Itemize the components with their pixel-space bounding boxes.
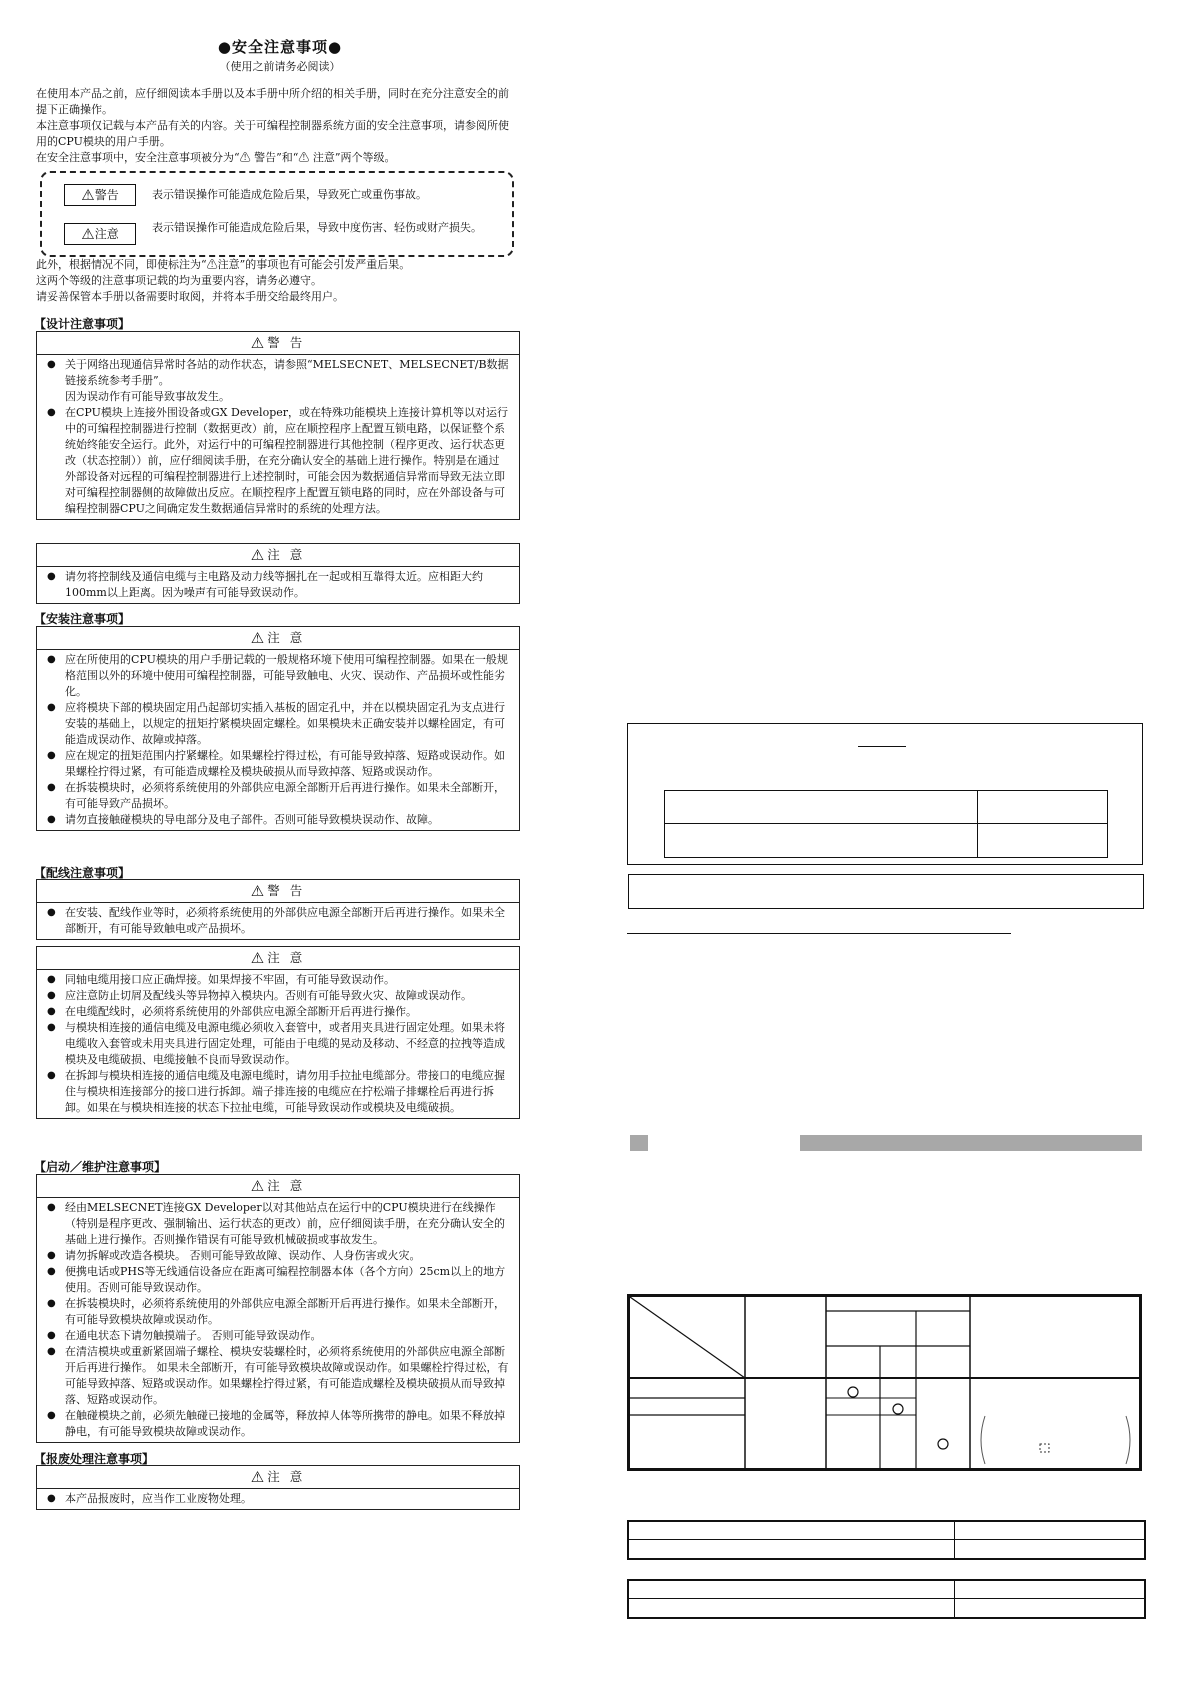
list-item: ● 在通电状态下请勿触摸端子。 否则可能导致误动作。	[65, 1328, 509, 1344]
caution-triangle-icon: ⚠	[250, 546, 268, 564]
design-warning-box	[36, 331, 520, 520]
intro-paragraph: 在使用本产品之前，应仔细阅读本手册以及本手册中所介绍的相关手册，同时在充分注意安全的前提下正确操作。	[36, 87, 509, 116]
warning-level-label: 警告	[94, 188, 119, 202]
warning-triangle-icon: ⚠	[250, 334, 268, 352]
box-header	[37, 544, 519, 567]
caution-level-label: 注意	[94, 227, 119, 241]
box-header-label: 警 告	[267, 335, 306, 350]
list-item: ● 在清洁模块或重新紧固端子螺栓、模块安装螺栓时，必须将系统使用的外部供应电源全部断开后再进行操作。 如果未全部断开，有可能导致模块故障或误动作。如果螺栓拧得过松，有可能导致掉落、短路或误动作。如果螺栓拧得过紧，有可能造成螺栓及模块破损从而导致掉落、短路或误动作。	[65, 1344, 509, 1408]
list-item: ● 应将模块下部的模块固定用凸起部切实插入基板的固定孔中，并在以模块固定孔为支点进行安装的基础上，以规定的扭矩拧紧模块固定螺栓。如果模块未正确安装并以螺栓固定，有可能造成误动作、故障或掉落。	[65, 700, 509, 748]
list-item: ● 在拆装模块时，必须将系统使用的外部供应电源全部断开后再进行操作。如果未全部断开，有可能导致模块故障或误动作。	[65, 1296, 509, 1328]
list-item: ● 请勿拆解或改造各模块。 否则可能导致故障、误动作、人身伤害或火灾。	[65, 1248, 509, 1264]
box-header-label: 警 告	[267, 883, 306, 898]
after-paragraph: 这两个等级的注意事项记载的均为重要内容，请务必遵守。	[36, 274, 322, 287]
list-item: ● 在拆卸与模块相连接的通信电缆及电源电缆时，请勿用手拉扯电缆部分。带接口的电缆应握住与模块相连接部分的接口进行拆卸。端子排连接的电缆应在拧松端子排螺栓后再进行拆卸。如果在与模块相连接的状态下拉扯电缆，可能导致误动作或模块及电缆破损。	[65, 1068, 509, 1116]
blank-table-1	[627, 1520, 1146, 1560]
table-column-divider	[954, 1522, 955, 1558]
list-item: ● 在安装、配线作业等时，必须将系统使用的外部供应电源全部断开后再进行操作。如果未全部断开，有可能导致触电或产品损坏。	[65, 905, 509, 937]
dashed-square-mark	[1040, 1444, 1049, 1452]
blank-table-2	[627, 1579, 1146, 1619]
bracket-right	[1126, 1416, 1130, 1464]
caution-triangle-icon: ⚠	[250, 1468, 268, 1486]
list-item: 因为误动作有可能导致事故发生。	[65, 390, 230, 403]
specification-grid	[627, 1294, 1142, 1471]
box-header	[37, 627, 519, 650]
design-caution-box	[36, 543, 520, 604]
gray-marker-small	[630, 1135, 648, 1151]
box-header-label: 注 意	[267, 547, 306, 562]
intro-text	[36, 86, 516, 166]
product-frame	[627, 723, 1143, 865]
section-title-install: 【安装注意事项】	[34, 612, 131, 626]
after-paragraph: 请妥善保管本手册以备需要时取阅，并将本手册交给最终用户。	[36, 290, 344, 303]
warning-triangle-icon: ⚠	[81, 186, 95, 204]
wiring-caution-box	[36, 946, 520, 1119]
list-item: ● 应在所使用的CPU模块的用户手册记载的一般规格环境下使用可编程控制器。如果在一般规格范围以外的环境中使用可编程控制器，可能导致触电、火灾、误动作、产品损坏或性能劣化。	[65, 652, 509, 700]
table-row-divider	[629, 1598, 1144, 1599]
caution-triangle-icon: ⚠	[250, 1177, 268, 1195]
blank-bar-box	[628, 874, 1144, 909]
after-paragraph: 此外，根据情况不同，即使标注为“⚠注意”的事项也有可能会引发严重后果。	[36, 258, 411, 271]
title-underline	[858, 746, 906, 747]
list-item: ● 请勿直接触碰模块的导电部分及电子部件。否则可能导致模块误动作、故障。	[65, 812, 509, 828]
bracket-left	[981, 1416, 985, 1464]
list-item: ● 同轴电缆用接口应正确焊接。如果焊接不牢固，有可能导致误动作。	[65, 972, 509, 988]
caution-triangle-icon: ⚠	[81, 225, 95, 243]
product-table	[664, 790, 1108, 858]
box-header-label: 注 意	[267, 950, 306, 965]
circle-mark	[848, 1387, 858, 1397]
page-title: ●安全注意事项●	[217, 38, 343, 56]
intro-paragraph: 在安全注意事项中，安全注意事项被分为“⚠ 警告”和“⚠ 注意”两个等级。	[36, 151, 396, 164]
list-item: ● 应注意防止切屑及配线头等异物掉入模块内。否则有可能导致火灾、故障或误动作。	[65, 988, 509, 1004]
list-item: ● 与模块相连接的通信电缆及电源电缆必须收入套管中，或者用夹具进行固定处理。如果未将电缆收入套管或未用夹具进行固定处理，可能由于电缆的晃动及移动、不经意的拉拽等造成模块及电缆破损、电缆接触不良而导致误动作。	[65, 1020, 509, 1068]
grid-border	[629, 1296, 1141, 1470]
list-item: ● 在拆装模块时，必须将系统使用的外部供应电源全部断开后再进行操作。如果未全部断开，有可能导致产品损坏。	[65, 780, 509, 812]
gray-marker-bar	[800, 1135, 1142, 1151]
list-item: ● 在电缆配线时，必须将系统使用的外部供应电源全部断开后再进行操作。	[65, 1004, 509, 1020]
intro-paragraph: 本注意事项仅记载与本产品有关的内容。关于可编程控制器系统方面的安全注意事项，请参阅所使用的CPU模块的用户手册。	[36, 119, 509, 148]
caution-level-desc: 表示错误操作可能造成危险后果，导致中度伤害、轻伤或财产损失。	[152, 221, 482, 234]
section-title-startup: 【启动／维护注意事项】	[34, 1160, 167, 1174]
list-item: ● 在CPU模块上连接外围设备或GX Developer，或在特殊功能模块上连接计算机等以对运行中的可编程控制器进行控制（数据更改）前，应在顺控程序上配置互锁电路，以保证整个系统始终能安全运行。此外，对运行中的可编程控制器进行其他控制（程序更改、运行状态更改（状态控制））前，应仔细阅读手册，在充分确认安全的基础上进行操作。特别是在通过外部设备对远程的可编程控制器进行上述控制时，可能会因为数据通信异常而导致无法立即对可编程控制器侧的故障做出反应。在顺控程序上配置互锁电路的同时，应在外部设备与可编程控制器CPU之间确定发生数据通信异常时的系统的处理方法。	[65, 405, 509, 517]
caution-triangle-icon: ⚠	[250, 949, 268, 967]
warning-level-badge	[64, 184, 136, 206]
circle-mark	[893, 1404, 903, 1414]
caution-triangle-icon: ⚠	[250, 629, 268, 647]
section-title-wiring: 【配线注意事项】	[34, 866, 131, 880]
box-header-label: 注 意	[267, 1178, 306, 1193]
startup-caution-box	[36, 1174, 520, 1443]
list-item: ● 经由MELSECNET连接GX Developer以对其他站点在运行中的CPU模块进行在线操作（特别是程序更改、强制输出、运行状态的更改）前，应仔细阅读手册，在充分确认安全的基础上进行操作。否则操作错误有可能导致机械破损或事故发生。	[65, 1200, 509, 1248]
page-subtitle: （使用之前请务必阅读）	[219, 60, 341, 73]
table-row-divider	[665, 823, 1107, 824]
after-text	[36, 257, 516, 305]
divider-line	[627, 933, 1011, 934]
list-item: ● 请勿将控制线及通信电缆与主电路及动力线等捆扎在一起或相互靠得太近。应相距大约100mm以上距离。因为噪声有可能导致误动作。	[65, 569, 509, 601]
box-header	[37, 1466, 519, 1489]
box-header-label: 注 意	[267, 630, 306, 645]
grid-diagonal	[630, 1297, 745, 1378]
box-header	[37, 947, 519, 970]
wiring-warning-box	[36, 879, 520, 940]
circle-mark	[938, 1439, 948, 1449]
list-item: ● 本产品报废时，应当作工业废物处理。	[65, 1491, 509, 1507]
box-header	[37, 1175, 519, 1198]
caution-level-badge	[64, 223, 136, 245]
list-item: ● 关于网络出现通信异常时各站的动作状态，请参照“MELSECNET、MELSECNET/B数据链接系统参考手册”。	[65, 357, 509, 389]
install-caution-box	[36, 626, 520, 831]
box-header-label: 注 意	[267, 1469, 306, 1484]
section-title-design: 【设计注意事项】	[34, 317, 131, 331]
section-title-disposal: 【报废处理注意事项】	[34, 1452, 155, 1466]
box-header	[37, 880, 519, 903]
table-row-divider	[629, 1539, 1144, 1540]
list-item: ● 应在规定的扭矩范围内拧紧螺栓。如果螺栓拧得过松，有可能导致掉落、短路或误动作。如果螺栓拧得过紧，有可能造成螺栓及模块破损从而导致掉落、短路或误动作。	[65, 748, 509, 780]
list-item: ● 在触碰模块之前，必须先触碰已接地的金属等，释放掉人体等所携带的静电。如果不释放掉静电，有可能导致模块故障或误动作。	[65, 1408, 509, 1440]
list-item: ● 便携电话或PHS等无线通信设备应在距离可编程控制器本体（各个方向）25cm以上的地方使用。否则可能导致误动作。	[65, 1264, 509, 1296]
warning-triangle-icon: ⚠	[250, 882, 268, 900]
warning-level-desc: 表示错误操作可能造成危险后果，导致死亡或重伤事故。	[152, 188, 427, 201]
disposal-caution-box	[36, 1465, 520, 1510]
hazard-level-legend	[40, 171, 514, 257]
table-column-divider	[954, 1581, 955, 1617]
table-column-divider	[977, 791, 978, 857]
box-header	[37, 332, 519, 355]
